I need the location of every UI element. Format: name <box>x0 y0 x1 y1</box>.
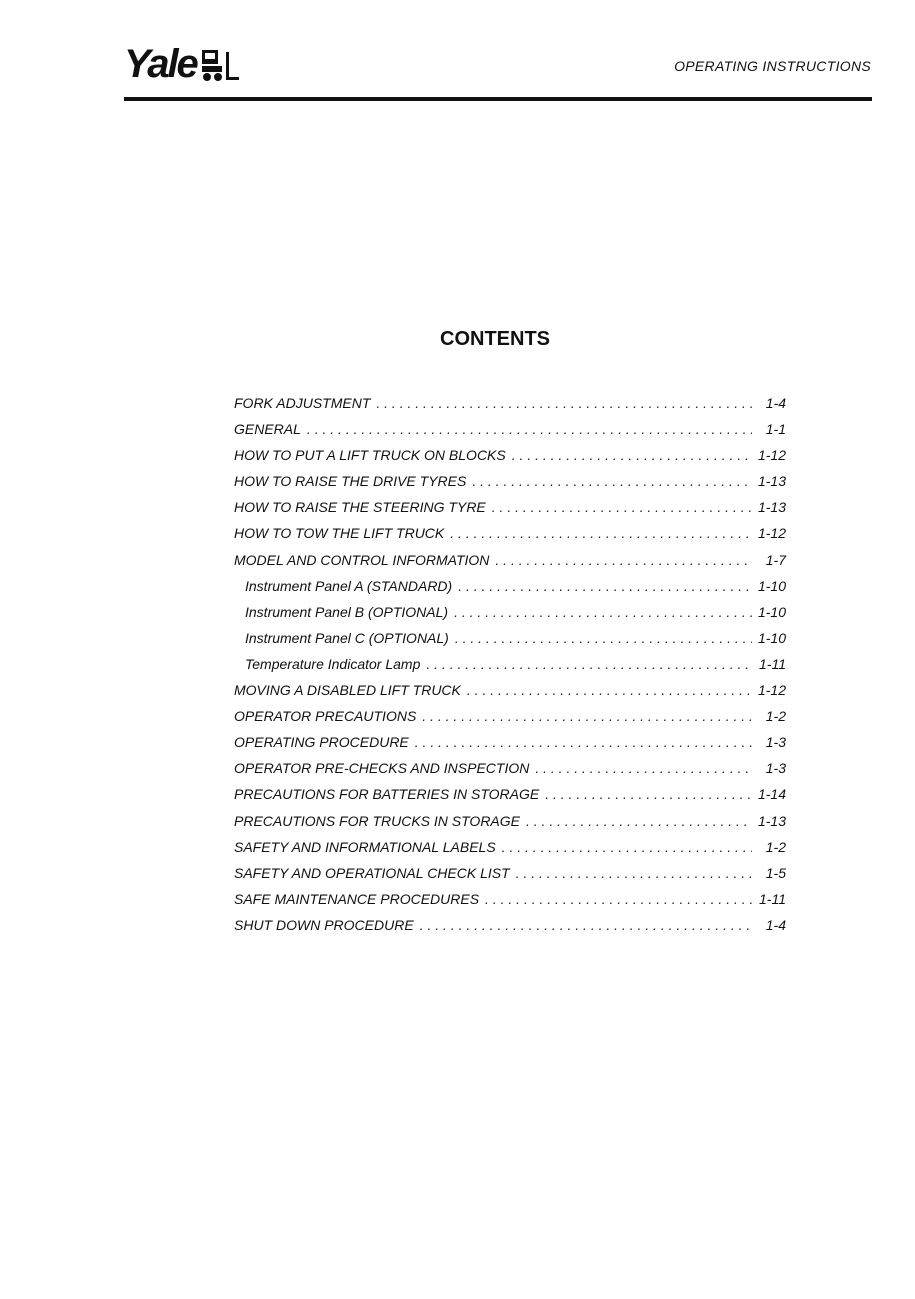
toc-entry-page: 1-14 <box>757 786 786 803</box>
toc-entry-label: FORK ADJUSTMENT <box>234 395 371 411</box>
toc-entry-page: 1-5 <box>765 864 786 881</box>
toc-dot-leader <box>485 891 752 907</box>
toc-entry-page: 1-1 <box>765 421 786 438</box>
toc-dot-leader <box>415 734 752 750</box>
toc-entry-page: 1-10 <box>757 577 786 594</box>
toc-entry-page: 1-4 <box>765 916 786 933</box>
toc-entry-label: Instrument Panel B (OPTIONAL) <box>245 603 449 620</box>
toc-entry-page: 1-2 <box>765 708 786 725</box>
toc-entry-label: HOW TO RAISE THE STEERING TYRE <box>234 499 486 516</box>
toc-entry-label: PRECAUTIONS FOR BATTERIES IN STORAGE <box>234 786 540 803</box>
toc-entry-label: Instrument Panel A (STANDARD) <box>245 577 453 594</box>
toc-entry-label: PRECAUTIONS FOR TRUCKS IN STORAGE <box>234 812 520 829</box>
toc-subentry-instrument-panel-b[interactable] <box>234 604 786 630</box>
toc-entry-moving-disabled-lift-truck[interactable] <box>234 682 786 708</box>
toc-entry-label: Instrument Panel C (OPTIONAL) <box>245 629 449 646</box>
toc-dot-leader <box>545 786 752 802</box>
toc-entry-page: 1-2 <box>765 838 786 855</box>
toc-entry-page: 1-13 <box>757 812 786 829</box>
toc-entry-safety-operational-check-list[interactable] <box>234 865 786 891</box>
toc-dot-leader <box>420 917 752 933</box>
toc-entry-page: 1-3 <box>765 760 786 777</box>
toc-dot-leader <box>376 395 752 411</box>
toc-subentry-instrument-panel-c[interactable] <box>234 630 786 656</box>
toc-entry-label: OPERATOR PRE-CHECKS AND INSPECTION <box>234 760 530 777</box>
toc-dot-leader <box>467 682 752 698</box>
toc-entry-label: OPERATING PROCEDURE <box>234 734 409 751</box>
toc-entry-model-control-information[interactable] <box>234 552 786 578</box>
toc-entry-label: Temperature Indicator Lamp <box>245 655 421 672</box>
toc-entry-page: 1-7 <box>765 551 786 568</box>
toc-subentry-instrument-panel-a[interactable] <box>234 578 786 604</box>
toc-entry-page: 1-13 <box>757 473 786 490</box>
toc-entry-operating-procedure[interactable] <box>234 734 786 760</box>
toc-entry-page: 1-10 <box>757 603 786 620</box>
toc-dot-leader <box>450 525 752 541</box>
toc-entry-shut-down-procedure[interactable] <box>234 917 786 943</box>
toc-entry-label: SAFETY AND INFORMATIONAL LABELS <box>234 838 496 855</box>
toc-dot-leader <box>454 604 752 620</box>
toc-dot-leader <box>495 552 752 568</box>
contents-heading: CONTENTS <box>440 328 550 350</box>
toc-entry-label: SAFE MAINTENANCE PROCEDURES <box>234 890 480 907</box>
toc-entry-operator-pre-checks[interactable] <box>234 760 786 786</box>
toc-entry-label: SAFETY AND OPERATIONAL CHECK LIST <box>234 864 510 881</box>
toc-entry-label: HOW TO PUT A LIFT TRUCK ON BLOCKS <box>234 447 506 464</box>
toc-entry-label: GENERAL <box>234 421 301 438</box>
toc-entry-label: OPERATOR PRECAUTIONS <box>234 708 417 725</box>
toc-entry-page: 1-12 <box>757 525 786 542</box>
toc-entry-label: MOVING A DISABLED LIFT TRUCK <box>234 682 461 699</box>
toc-entry-label: SHUT DOWN PROCEDURE <box>234 916 414 933</box>
toc-entry-raise-drive-tyres[interactable] <box>234 473 786 499</box>
header-divider <box>124 97 872 101</box>
toc-entry-page: 1-11 <box>759 655 786 672</box>
toc-entry-safe-maintenance-procedures[interactable] <box>234 891 786 917</box>
toc-entry-page: 1-3 <box>765 734 786 751</box>
document-title: OPERATING INSTRUCTIONS <box>674 58 871 74</box>
toc-entry-tow-lift-truck[interactable] <box>234 525 786 551</box>
toc-dot-leader <box>535 760 752 776</box>
toc-entry-page: 1-10 <box>757 629 786 646</box>
logo-wordmark: Yale <box>124 42 197 86</box>
toc-entry-fork-adjustment[interactable] <box>234 395 786 421</box>
toc-dot-leader <box>458 578 752 594</box>
toc-entry-general[interactable] <box>234 421 786 447</box>
toc-dot-leader <box>492 499 752 515</box>
toc-entry-safety-informational-labels[interactable] <box>234 839 786 865</box>
toc-entry-page: 1-11 <box>759 890 786 907</box>
toc-entry-label: MODEL AND CONTROL INFORMATION <box>234 551 490 568</box>
forklift-icon <box>200 46 240 82</box>
toc-subentry-temperature-indicator-lamp[interactable] <box>234 656 786 682</box>
toc-entry-lift-truck-on-blocks[interactable] <box>234 447 786 473</box>
toc-entry-page: 1-12 <box>757 682 786 699</box>
toc-dot-leader <box>472 473 752 489</box>
toc-dot-leader <box>307 421 752 437</box>
toc-entry-label: HOW TO TOW THE LIFT TRUCK <box>234 525 445 542</box>
toc-dot-leader <box>516 865 752 881</box>
toc-entry-trucks-in-storage[interactable] <box>234 813 786 839</box>
page-header <box>0 0 915 110</box>
table-of-contents <box>234 395 786 943</box>
toc-dot-leader <box>455 630 752 646</box>
toc-dot-leader <box>422 708 752 724</box>
toc-entry-page: 1-12 <box>757 447 786 464</box>
toc-dot-leader <box>502 839 752 855</box>
toc-dot-leader <box>426 656 752 672</box>
toc-entry-label: HOW TO RAISE THE DRIVE TYRES <box>234 473 467 490</box>
toc-dot-leader <box>526 813 752 829</box>
toc-entry-page: 1-4 <box>765 395 786 411</box>
toc-entry-batteries-in-storage[interactable] <box>234 786 786 812</box>
toc-entry-raise-steering-tyre[interactable] <box>234 499 786 525</box>
toc-entry-operator-precautions[interactable] <box>234 708 786 734</box>
yale-logo <box>124 44 240 84</box>
toc-dot-leader <box>512 447 752 463</box>
toc-entry-page: 1-13 <box>757 499 786 516</box>
